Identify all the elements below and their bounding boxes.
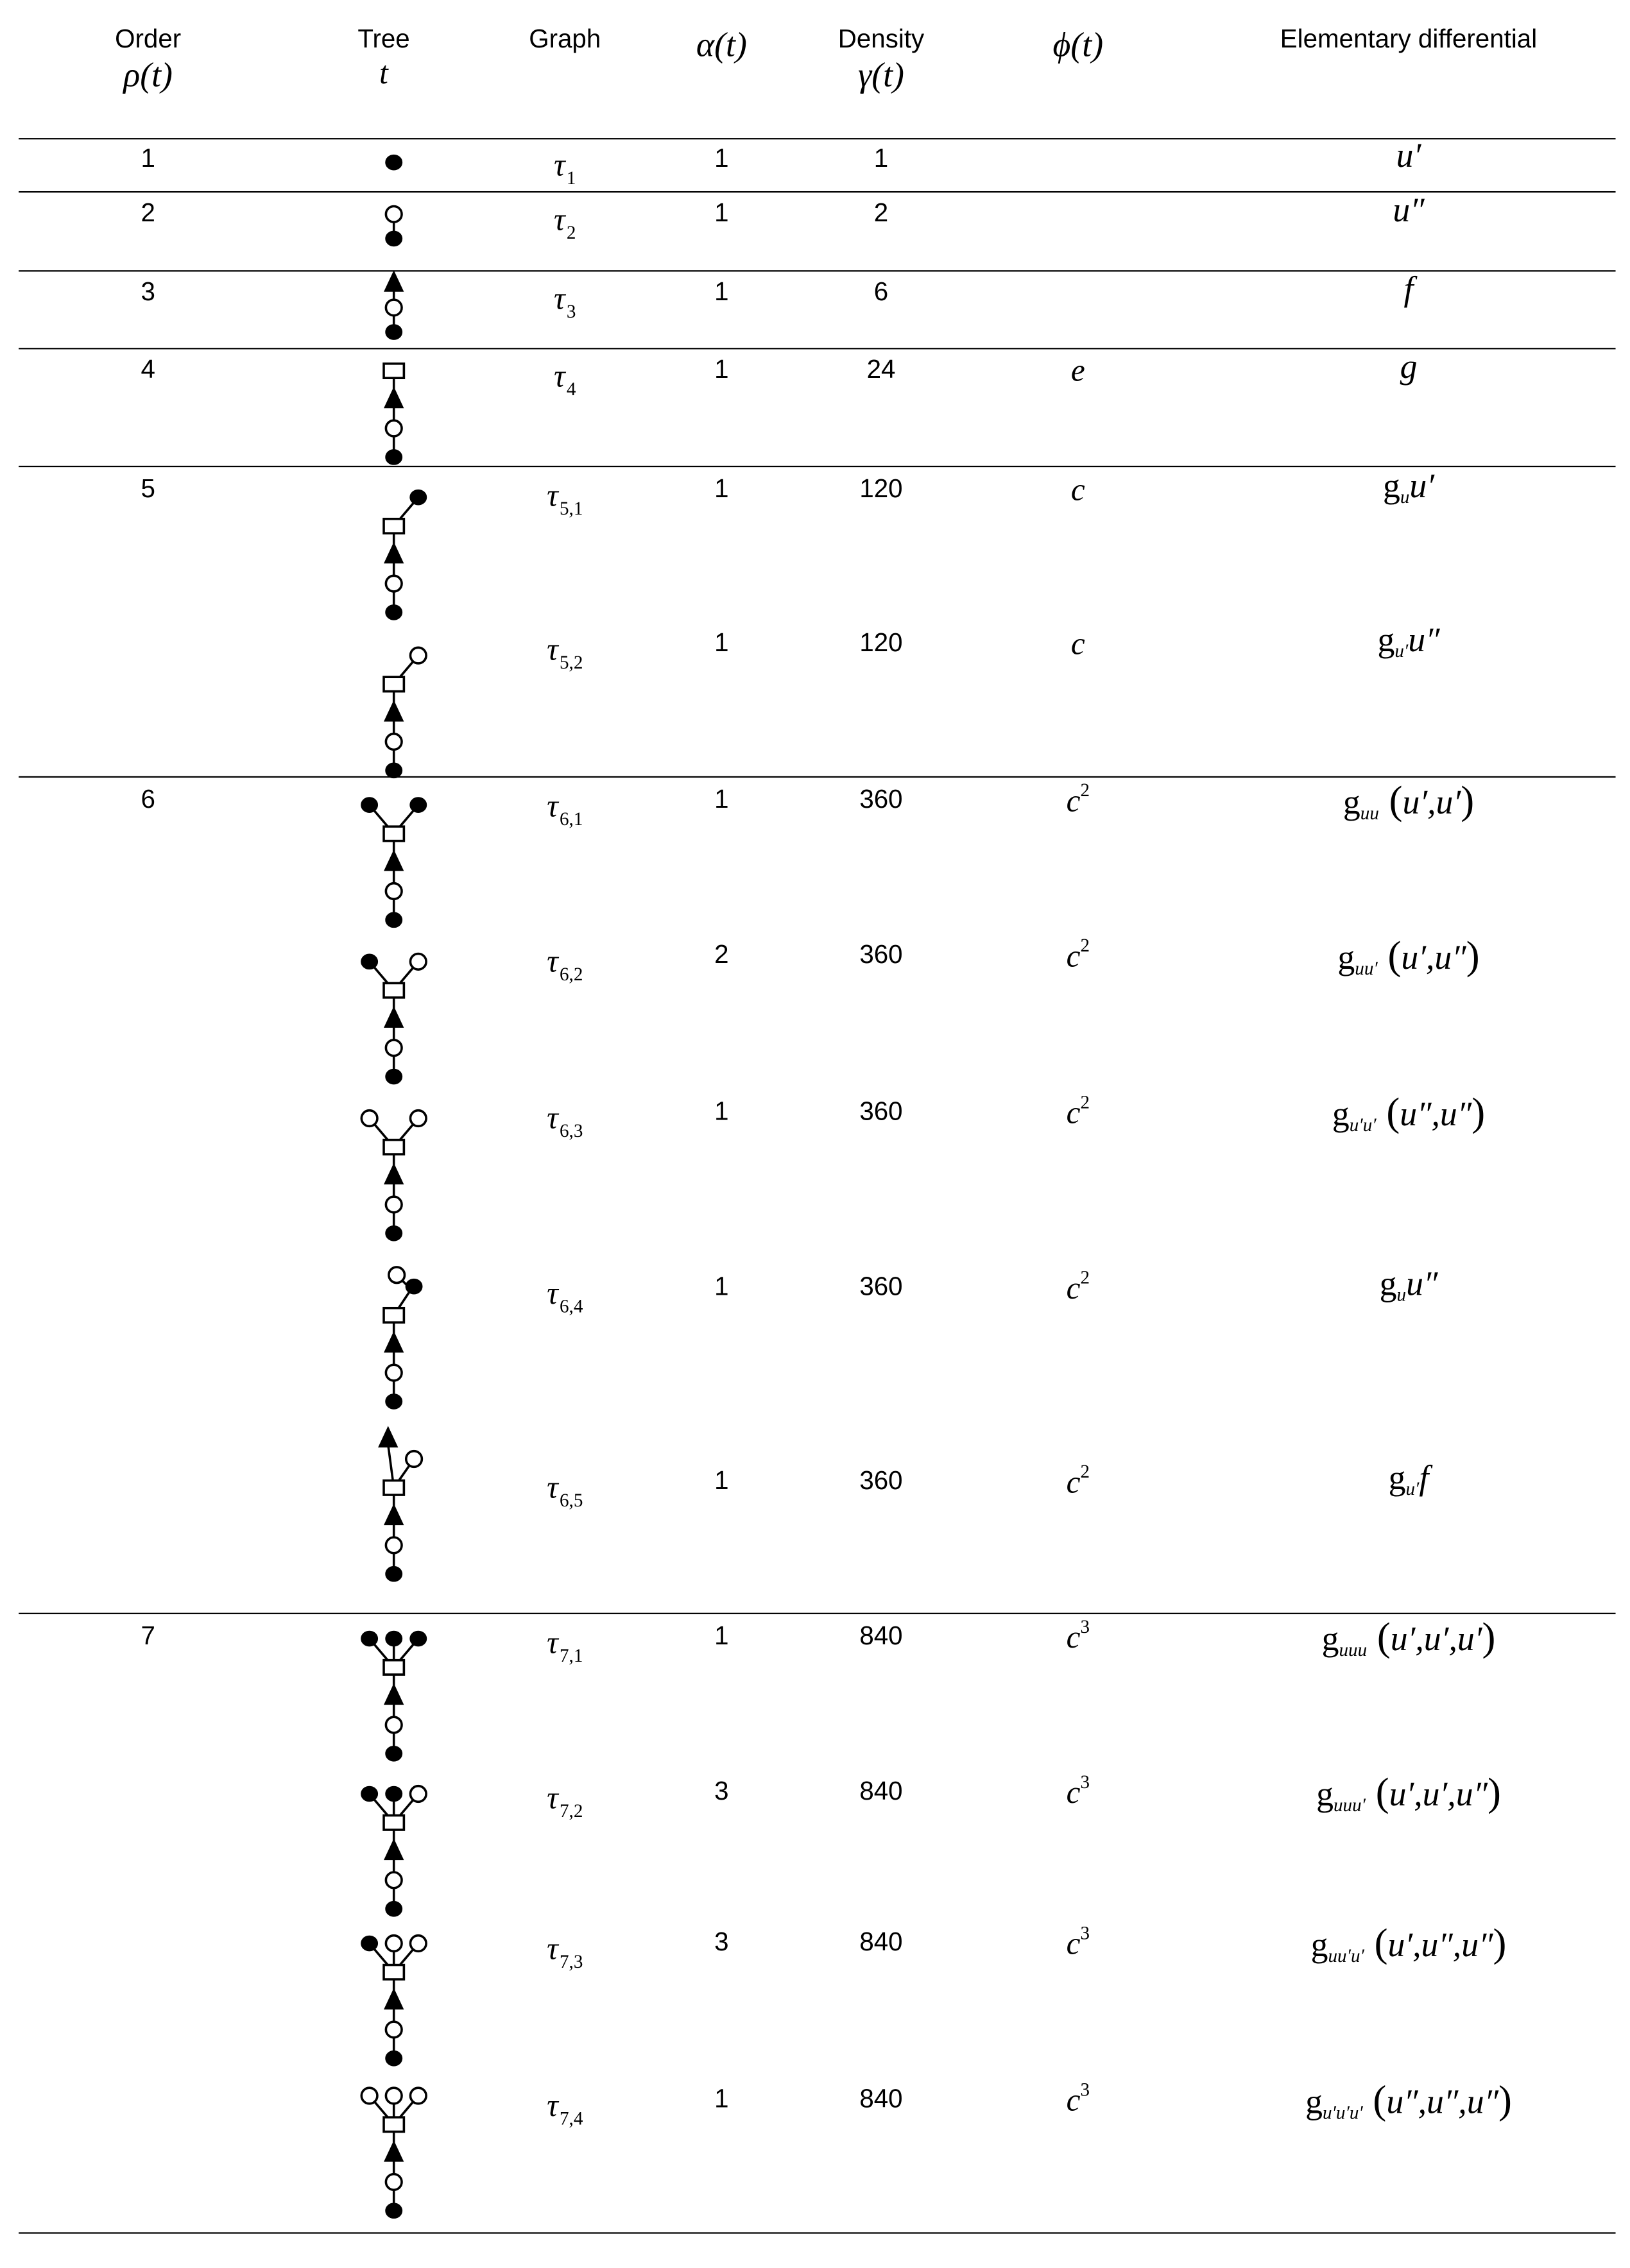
density-cell: 120 — [859, 628, 903, 657]
square-node — [384, 1660, 404, 1675]
open-circle-node — [410, 2088, 426, 2104]
filled-circle-node — [386, 155, 402, 169]
graph-cell — [500, 477, 630, 519]
phi-cell: $c^3$ — [1066, 1771, 1090, 1811]
tree-7-4-icon — [336, 2081, 451, 2268]
header-alpha: α(t) — [696, 27, 747, 65]
triangle-node — [384, 849, 404, 871]
elementary-differential-cell: $g_{uu'u'}$ (u′,u″,u″) — [1310, 1922, 1507, 1966]
filled-circle-node — [361, 1936, 377, 1950]
square-node — [384, 826, 404, 840]
filled-circle-node — [386, 913, 402, 927]
header-order-symbol: ρ(t) — [123, 57, 173, 95]
alpha-cell: 1 — [714, 198, 729, 227]
filled-circle-node — [410, 490, 426, 504]
open-circle-node — [361, 2088, 377, 2104]
header-order-label: Order — [115, 24, 182, 53]
header-phi: ϕ(t) — [1052, 27, 1104, 65]
alpha-cell: 1 — [714, 1096, 729, 1126]
graph-cell — [500, 1099, 630, 1141]
triangle-node — [384, 1684, 404, 1705]
density-cell: 840 — [859, 1927, 903, 1957]
open-circle-node — [386, 300, 402, 316]
graph-symbol: τ — [547, 787, 558, 824]
filled-circle-node — [410, 1632, 426, 1646]
graph-subscript: 5,2 — [559, 651, 583, 673]
elementary-differential-cell: $g_{u'}f$ — [1388, 1460, 1429, 1499]
alpha-cell: 1 — [714, 144, 729, 173]
density-cell: 1 — [873, 144, 889, 173]
alpha-cell: 1 — [714, 2084, 729, 2113]
graph-symbol: τ — [554, 280, 565, 316]
elementary-differential-cell: u″ — [1393, 192, 1425, 230]
density-cell: 360 — [859, 1466, 903, 1496]
alpha-cell: 1 — [714, 785, 729, 814]
graph-subscript: 3 — [566, 300, 576, 322]
tree-6-3-icon — [336, 1104, 451, 1291]
graph-subscript: 2 — [566, 221, 576, 243]
open-circle-node — [386, 1197, 402, 1213]
triangle-node — [384, 1331, 404, 1353]
triangle-node — [384, 700, 404, 722]
square-node — [384, 983, 404, 997]
filled-circle-node — [386, 1226, 402, 1240]
elementary-differential-cell: $g_{uu'}$ (u′,u″) — [1337, 934, 1480, 979]
graph-symbol: τ — [554, 146, 565, 183]
triangle-node — [384, 1838, 404, 1860]
triangle-node — [384, 1163, 404, 1184]
rule-bottom — [19, 2232, 1615, 2233]
header-density-label: Density — [837, 24, 925, 53]
graph-cell — [500, 146, 630, 189]
alpha-cell: 3 — [714, 1927, 729, 1957]
open-circle-node — [386, 1537, 402, 1553]
order-cell: 2 — [141, 198, 155, 227]
phi-cell: c — [1070, 471, 1085, 507]
header-density-symbol: γ(t) — [858, 57, 904, 95]
filled-circle-node — [386, 1567, 402, 1581]
filled-circle-node — [386, 1394, 402, 1408]
square-node — [384, 1965, 404, 1979]
triangle-node — [384, 1988, 404, 2009]
header-tree-label: Tree — [357, 24, 410, 53]
graph-subscript: 6,2 — [559, 963, 583, 985]
alpha-cell: 1 — [714, 474, 729, 504]
graph-symbol: τ — [554, 201, 565, 237]
open-circle-node — [386, 734, 402, 750]
graph-cell — [500, 280, 630, 322]
alpha-cell: 2 — [714, 940, 729, 969]
graph-cell — [500, 1469, 630, 1511]
phi-cell: c — [1070, 625, 1085, 661]
density-cell: 360 — [859, 785, 903, 814]
rule-6 — [19, 1613, 1615, 1614]
rule-4 — [19, 466, 1615, 467]
open-circle-node — [386, 206, 402, 222]
open-circle-node — [386, 2022, 402, 2038]
density-cell: 360 — [859, 940, 903, 969]
square-node — [384, 1140, 404, 1154]
phi-cell: $c^2$ — [1066, 779, 1090, 819]
alpha-cell: 1 — [714, 628, 729, 657]
triangle-node — [384, 387, 404, 409]
square-node — [384, 2117, 404, 2131]
filled-circle-node — [386, 605, 402, 619]
elementary-differential-cell: f — [1403, 271, 1414, 309]
phi-cell: $c^3$ — [1066, 1922, 1090, 1961]
open-circle-node — [386, 1040, 402, 1056]
phi-cell: e — [1070, 352, 1085, 388]
filled-circle-node — [361, 1787, 377, 1801]
alpha-cell: 1 — [714, 1272, 729, 1301]
elementary-differential-cell: g — [1400, 349, 1418, 387]
filled-circle-node — [386, 325, 402, 339]
phi-cell: $c^2$ — [1066, 1091, 1090, 1130]
density-cell: 2 — [873, 198, 889, 227]
elementary-differential-cell: $g_{u'u'u'}$ (u″,u″,u″) — [1305, 2078, 1512, 2124]
density-cell: 840 — [859, 1621, 903, 1650]
tree-6-4-icon — [336, 1272, 451, 1459]
open-circle-node — [386, 883, 402, 900]
phi-cell: $c^2$ — [1066, 1460, 1090, 1500]
open-circle-node — [386, 2088, 402, 2104]
order-cell: 4 — [141, 355, 155, 384]
triangle-node — [384, 1006, 404, 1028]
rule-5 — [19, 776, 1615, 778]
phi-cell: $c^3$ — [1066, 1616, 1090, 1655]
graph-symbol: τ — [547, 2087, 558, 2124]
density-cell: 6 — [873, 277, 889, 307]
graph-subscript: 7,1 — [559, 1644, 583, 1666]
graph-symbol: τ — [547, 1930, 558, 1966]
density-cell: 120 — [859, 474, 903, 504]
graph-symbol: τ — [547, 1275, 558, 1311]
header-density — [809, 24, 953, 96]
filled-circle-node — [361, 1632, 377, 1646]
open-circle-node — [410, 954, 426, 970]
square-node — [384, 1308, 404, 1322]
filled-circle-node — [361, 955, 377, 969]
density-cell: 24 — [866, 355, 896, 384]
phi-cell: $c^2$ — [1066, 1266, 1090, 1306]
alpha-cell: 1 — [714, 1466, 729, 1496]
graph-subscript: 6,5 — [559, 1489, 583, 1511]
order-cell: 5 — [141, 474, 155, 504]
open-circle-node — [410, 1786, 426, 1802]
graph-subscript: 6,4 — [559, 1295, 583, 1317]
header-elementary-differential: Elementary differential — [1280, 24, 1538, 53]
graph-subscript: 7,4 — [559, 2107, 583, 2129]
filled-circle-node — [386, 1746, 402, 1761]
open-circle-node — [386, 2174, 402, 2190]
density-cell: 360 — [859, 1096, 903, 1126]
filled-circle-node — [386, 232, 402, 246]
open-circle-node — [406, 1451, 422, 1467]
graph-subscript: 7,3 — [559, 1950, 583, 1972]
density-cell: 840 — [859, 2084, 903, 2113]
order-cell: 1 — [141, 144, 155, 173]
header-tree — [326, 24, 441, 92]
graph-symbol: τ — [547, 1624, 558, 1660]
open-circle-node — [410, 647, 426, 663]
graph-cell — [500, 1275, 630, 1317]
density-cell: 840 — [859, 1777, 903, 1805]
graph-cell — [500, 631, 630, 673]
elementary-differential-cell: $g_{uuu'}$ (u′,u′,u″) — [1316, 1771, 1501, 1816]
filled-circle-node — [386, 1902, 402, 1916]
graph-symbol: τ — [547, 631, 558, 667]
filled-circle-node — [386, 763, 402, 778]
open-circle-node — [389, 1267, 405, 1283]
filled-circle-node — [386, 450, 402, 464]
open-circle-node — [386, 1365, 402, 1381]
filled-circle-node — [386, 1632, 402, 1646]
graph-subscript: 4 — [566, 378, 576, 400]
header-tree-symbol: t — [379, 55, 388, 91]
triangle-node — [384, 1503, 404, 1525]
graph-symbol: τ — [547, 1779, 558, 1816]
elementary-differential-cell: $g_{uu}$ (u′,u′) — [1343, 779, 1475, 824]
open-circle-node — [386, 1936, 402, 1952]
graph-cell — [500, 787, 630, 830]
graph-subscript: 5,1 — [559, 497, 583, 519]
filled-circle-node — [406, 1279, 422, 1293]
order-cell: 6 — [141, 785, 155, 814]
graph-subscript: 7,2 — [559, 1799, 583, 1821]
order-cell: 3 — [141, 277, 155, 307]
triangle-node — [384, 542, 404, 564]
square-node — [384, 1481, 404, 1495]
square-node — [384, 1816, 404, 1830]
elementary-differential-cell: $g_{uuu}$ (u′,u′,u′) — [1321, 1616, 1496, 1660]
open-circle-node — [386, 420, 402, 436]
graph-cell — [500, 1930, 630, 1972]
filled-circle-node — [386, 1070, 402, 1084]
header-graph: Graph — [529, 24, 601, 53]
elementary-differential-cell: u′ — [1396, 138, 1421, 176]
open-circle-node — [386, 576, 402, 592]
phi-cell: $c^2$ — [1066, 934, 1090, 974]
graph-symbol: τ — [547, 1469, 558, 1505]
graph-cell — [500, 1779, 630, 1821]
filled-circle-node — [386, 2204, 402, 2218]
graph-symbol: τ — [547, 477, 558, 513]
graph-cell — [500, 1624, 630, 1666]
graph-subscript: 6,3 — [559, 1120, 583, 1141]
phi-cell: $c^3$ — [1066, 2078, 1090, 2118]
elementary-differential-cell: $g_uu''$ — [1379, 1266, 1438, 1306]
filled-circle-node — [410, 797, 426, 812]
open-circle-node — [410, 1111, 426, 1127]
order-cell: 7 — [141, 1621, 155, 1650]
triangle-node — [384, 2140, 404, 2162]
density-cell: 360 — [859, 1272, 903, 1301]
open-circle-node — [410, 1936, 426, 1952]
elementary-differential-cell: $g_uu'$ — [1382, 468, 1435, 507]
square-node — [384, 364, 404, 378]
filled-circle-node — [386, 1787, 402, 1801]
alpha-cell: 1 — [714, 1621, 729, 1650]
open-circle-node — [386, 1717, 402, 1733]
alpha-cell: 1 — [714, 277, 729, 307]
graph-subscript: 1 — [566, 166, 576, 189]
alpha-cell: 3 — [714, 1777, 729, 1805]
square-node — [384, 677, 404, 691]
tree-6-5-icon — [336, 1445, 451, 1632]
alpha-cell: 1 — [714, 355, 729, 384]
graph-symbol: τ — [554, 357, 565, 394]
triangle-node — [384, 270, 404, 292]
graph-cell — [500, 2087, 630, 2129]
graph-cell — [500, 942, 630, 985]
elementary-differential-cell: $g_{u'u'}$ (u″,u″) — [1332, 1091, 1486, 1136]
filled-circle-node — [386, 2051, 402, 2065]
graph-subscript: 6,1 — [559, 808, 583, 830]
graph-symbol: τ — [547, 942, 558, 979]
open-circle-node — [361, 1111, 377, 1127]
elementary-differential-cell: $g_{u'}u''$ — [1377, 622, 1440, 661]
graph-symbol: τ — [547, 1099, 558, 1136]
header-order — [90, 24, 205, 96]
square-node — [384, 519, 404, 533]
open-circle-node — [386, 1872, 402, 1888]
graph-cell — [500, 357, 630, 400]
graph-cell — [500, 201, 630, 243]
filled-circle-node — [361, 797, 377, 812]
